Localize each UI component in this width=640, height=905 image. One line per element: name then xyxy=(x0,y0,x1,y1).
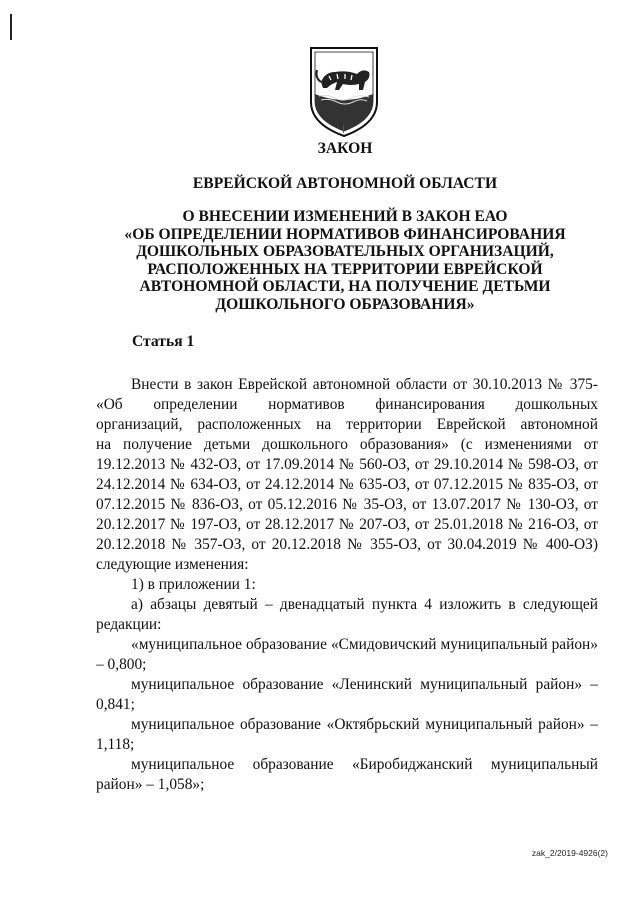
title-line: ДОШКОЛЬНЫХ ОБРАЗОВАТЕЛЬНЫХ ОРГАНИЗАЦИЙ, xyxy=(136,243,554,260)
title-line: АВТОНОМНОЙ ОБЛАСТИ, НА ПОЛУЧЕНИЕ ДЕТЬМИ xyxy=(139,278,551,295)
body-line: «муниципальное образование «Смидовичский муниципальный район» xyxy=(131,636,598,653)
body-line: следующие изменения: xyxy=(96,556,249,573)
title-line: ДОШКОЛЬНОГО ОБРАЗОВАНИЯ» xyxy=(215,295,475,313)
body-line: 19.12.2013 № 432-ОЗ, от 17.09.2014 № 560-ОЗ, от 29.10.2014 № 598-ОЗ, от xyxy=(96,456,598,473)
emblem-tick-mark xyxy=(343,125,344,133)
body-line: а) абзацы девятый – двенадцатый пункта 4 изложить в следующей xyxy=(131,596,598,613)
body-line: «Об определении нормативов финансирования дошкольных xyxy=(96,396,598,413)
body-line: 20.12.2018 № 357-ОЗ, от 20.12.2018 № 355-ОЗ, от 30.04.2019 № 400-ОЗ) xyxy=(96,536,598,553)
body-line: 0,841; xyxy=(96,696,135,713)
body-line: – 0,800; xyxy=(96,656,147,673)
body-line: муниципальное образование «Октябрьский муниципальный район» – xyxy=(131,716,598,733)
body-line: редакции: xyxy=(96,616,162,633)
coat-of-arms-tiger-icon xyxy=(307,44,381,140)
article-body xyxy=(96,375,598,795)
body-line: 1,118; xyxy=(96,736,135,753)
document-type: ЗАКОН xyxy=(317,140,373,157)
body-line: Внести в закон Еврейской автономной области от 30.10.2013 № 375- xyxy=(131,376,598,393)
body-line: на получение детьми дошкольного образования» (с изменениями от xyxy=(96,436,598,453)
title-line: «ОБ ОПРЕДЕЛЕНИИ НОРМАТИВОВ ФИНАНСИРОВАНИЯ xyxy=(124,225,566,243)
body-line: 24.12.2014 № 634-ОЗ, от 24.12.2014 № 635-ОЗ, от 07.12.2015 № 835-ОЗ, от xyxy=(96,476,598,493)
article-heading: Статья 1 xyxy=(132,333,195,350)
document-footer-code: zak_2/2019-4926(2) xyxy=(531,848,608,858)
body-line: муниципальное образование «Ленинский муниципальный район» – xyxy=(131,676,598,693)
body-line: 20.12.2017 № 197-ОЗ, от 28.12.2017 № 207-ОЗ, от 25.01.2018 № 216-ОЗ, от xyxy=(96,516,598,533)
document-region: ЕВРЕЙСКОЙ АВТОНОМНОЙ ОБЛАСТИ xyxy=(192,175,498,192)
body-line: район» – 1,058»; xyxy=(96,776,205,793)
title-line: РАСПОЛОЖЕННЫХ НА ТЕРРИТОРИИ ЕВРЕЙСКОЙ xyxy=(147,260,543,278)
body-line: 1) в приложении 1: xyxy=(131,576,256,593)
document-title xyxy=(80,208,610,313)
body-line: муниципальное образование «Биробиджанский муниципальный xyxy=(131,756,598,773)
scan-edge-mark xyxy=(10,14,12,40)
body-line: 07.12.2015 № 836-ОЗ, от 05.12.2016 № 35-ОЗ, от 13.07.2017 № 130-ОЗ, от xyxy=(96,496,598,513)
body-line: организаций, расположенных на территории Еврейской автономной xyxy=(96,416,598,433)
title-line: О ВНЕСЕНИИ ИЗМЕНЕНИЙ В ЗАКОН ЕАО xyxy=(182,208,508,225)
